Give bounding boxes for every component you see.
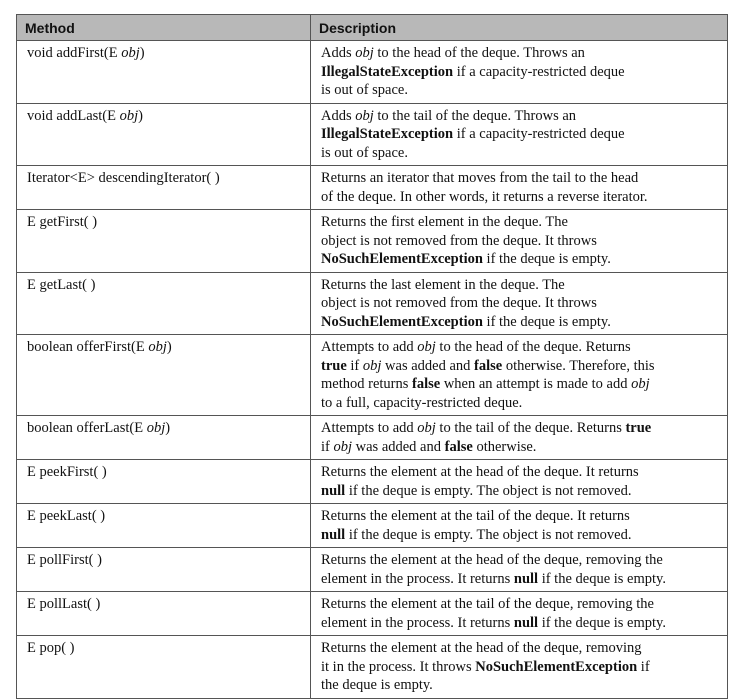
description-line: element in the process. It returns null if the deque is empty.	[321, 570, 666, 587]
description-line: true if obj was added and false otherwise. Therefore, this	[321, 357, 655, 374]
description-line: Returns the first element in the deque. The	[321, 214, 568, 230]
description-line: NoSuchElementException if the deque is empty.	[321, 313, 611, 330]
method-description	[311, 592, 728, 636]
description-line: of the deque. In other words, it returns a reverse iterator.	[321, 188, 648, 205]
table-row	[17, 548, 728, 592]
table-row	[17, 41, 728, 104]
description-line: object is not removed from the deque. It throws	[321, 232, 597, 249]
description-line: Attempts to add obj to the head of the deque. Returns	[321, 339, 631, 355]
header-row	[17, 15, 728, 41]
table-row	[17, 460, 728, 504]
method-signature: E getLast( )	[17, 272, 311, 335]
method-description	[311, 41, 728, 104]
table-row	[17, 592, 728, 636]
method-description	[311, 166, 728, 210]
method-signature: E pollLast( )	[17, 592, 311, 636]
table-row	[17, 636, 728, 699]
method-description	[311, 548, 728, 592]
method-signature: E pop( )	[17, 636, 311, 699]
method-description	[311, 416, 728, 460]
deque-methods-table	[16, 14, 728, 699]
description-line: element in the process. It returns null if the deque is empty.	[321, 614, 666, 631]
description-line: Adds obj to the tail of the deque. Throws an	[321, 107, 577, 124]
description-line: Returns the element at the head of the deque, removing	[321, 640, 642, 656]
description-line: Returns the last element in the deque. The	[321, 276, 565, 293]
method-signature: boolean offerFirst(E obj)	[17, 335, 311, 416]
description-line: is out of space.	[321, 144, 408, 161]
table-row	[17, 210, 728, 273]
method-signature: E peekLast( )	[17, 504, 311, 548]
description-line: Returns the element at the head of the deque, removing the	[321, 552, 663, 568]
method-description	[311, 210, 728, 273]
description-line: Returns the element at the tail of the deque. It returns	[321, 508, 630, 524]
description-line: Adds obj to the head of the deque. Throws an	[321, 45, 585, 61]
description-line: null if the deque is empty. The object is not removed.	[321, 526, 632, 543]
table-row	[17, 166, 728, 210]
description-line: object is not removed from the deque. It throws	[321, 295, 597, 311]
method-signature: boolean offerLast(E obj)	[17, 416, 311, 460]
table-row	[17, 416, 728, 460]
description-line: to a full, capacity-restricted deque.	[321, 394, 523, 411]
method-description	[311, 103, 728, 166]
method-signature: void addLast(E obj)	[17, 103, 311, 166]
description-line: is out of space.	[321, 82, 408, 98]
table-row	[17, 504, 728, 548]
method-column-header: Method	[17, 15, 311, 41]
method-signature: void addFirst(E obj)	[17, 41, 311, 104]
method-signature: E peekFirst( )	[17, 460, 311, 504]
description-line: Returns the element at the tail of the deque, removing the	[321, 596, 654, 612]
description-line: null if the deque is empty. The object is not removed.	[321, 482, 632, 499]
description-line: IllegalStateException if a capacity-restricted deque	[321, 63, 625, 80]
method-description	[311, 272, 728, 335]
description-line: Returns an iterator that moves from the tail to the head	[321, 170, 639, 186]
method-signature: E getFirst( )	[17, 210, 311, 273]
method-signature: Iterator<E> descendingIterator( )	[17, 166, 311, 210]
table-row	[17, 103, 728, 166]
description-line: IllegalStateException if a capacity-restricted deque	[321, 126, 625, 142]
method-signature: E pollFirst( )	[17, 548, 311, 592]
table-row	[17, 272, 728, 335]
description-line: the deque is empty.	[321, 677, 433, 693]
description-line: Attempts to add obj to the tail of the deque. Returns true	[321, 420, 652, 436]
description-column-header: Description	[311, 15, 728, 41]
method-description	[311, 504, 728, 548]
method-description	[311, 335, 728, 416]
description-line: NoSuchElementException if the deque is empty.	[321, 251, 611, 267]
table-row	[17, 335, 728, 416]
description-line: it in the process. It throws NoSuchElementException if	[321, 658, 650, 675]
method-description	[311, 636, 728, 699]
description-line: Returns the element at the head of the deque. It returns	[321, 464, 639, 480]
method-description	[311, 460, 728, 504]
description-line: method returns false when an attempt is made to add obj	[321, 376, 650, 392]
description-line: if obj was added and false otherwise.	[321, 438, 537, 455]
table-body	[17, 41, 728, 699]
